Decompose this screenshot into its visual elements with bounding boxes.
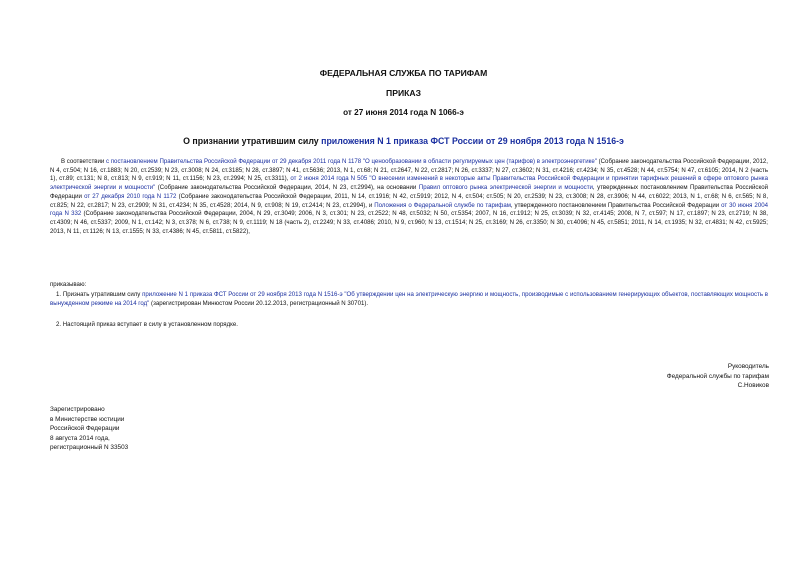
p1-link-2[interactable]: от 2 июня 2014 года N 505 "О внесении изменений в некоторые акты Правительства Российской Федерации и принятии тарифных решений в сфере оптового рынка электрической энергии и мощности" <box>50 175 768 192</box>
registration-line-4: 8 августа 2014 года, <box>50 434 110 442</box>
p1-text-7: (Собрание законодательства Российской Федерации, 2004, N 29, ст.3049; 2006, N 3, ст.301; N 23, ст.2522; N 48, ст.5032; N 50, ст.5354; 2007, N 16, ст.1912; N 25, ст.3039; N 32, ст.4145; 2008, N 7, ст.597; N 17, ст.1897; N 23, ст.2719; N 38, ст.4309; N 46, ст.5337; 2009, N 1, ст.142; N 3, ст.378; N 6, ст.738; N 9, ст.1119; N 18 (часть 2), ст.2249; N 33, ст.4086; 2010, N 9, ст.960; N 13, ст.1514; N 25, ст.3169; N 26, ст.3350; N 30, ст.4096; N 45, ст.5851; 2011, N 14, ст.1935; N 32, ст.4831; N 42, ст.5925; 2013, N 11, ст.1126; N 13, ст.1555; N 33, ст.4386; N 45, ст.5811, ст.5822), <box>50 210 768 235</box>
p3-text-1: 1. Признать утратившим силу <box>56 291 143 298</box>
p3-link-1[interactable]: приложение N 1 приказа ФСТ России от 29 ноября 2013 года N 1516-э "Об утверждении цен на электрическую энергию и мощность, производимые с использованием генерирующих объектов, поставляющих мощность в вынужденном режиме на 2014 год" <box>50 291 768 307</box>
p1-link-4[interactable]: от 27 декабря 2010 года N 1172 <box>84 192 177 200</box>
title-link[interactable]: приложения N 1 приказа ФСТ России от 29 ноября 2013 года N 1516-э <box>321 136 624 146</box>
p1-text-4: , утвержденных постановлением Правительства Российской Федерации <box>50 184 768 200</box>
p1-link-3[interactable]: Правил оптового рынка электрической энергии и мощности <box>418 184 593 192</box>
registration-line-3: Российской Федерации <box>50 425 120 432</box>
p1-text-1: В соответствии <box>61 158 106 165</box>
p1-text-3: (Собрание законодательства Российской Федерации, 2014, N 23, ст.2994), на основании <box>155 184 419 192</box>
paragraph-basis <box>50 158 768 236</box>
p1-link-1[interactable]: с постановлением Правительства Российской Федерации от 29 декабря 2011 года N 1178 "О ценообразовании в области регулируемых цен (тарифов) в электроэнергетике" <box>106 158 597 165</box>
signature-name: С.Новиков <box>737 382 769 389</box>
p3-text-2: (зарегистрирован Минюстом России 20.12.2013, регистрационный N 30701). <box>149 299 369 307</box>
date-number-heading: от 27 июня 2014 года N 1066-э <box>343 108 464 117</box>
p1-text-2: (Собрание законодательства Российской Федерации, 2012, N 4, ст.504; N 16, ст.1883; N 20, ст.2539; N 23, ст.3008; N 24, ст.3185; N 28, ст.3897; N 41, ст.5636; 2013, N 1, ст.68; N 21, ст.2647, N 22, ст.2817; N 26, ст.3337; N 27, ст.3602; N 31, ст.4216; ст.4234; N 35, ст.4528; N 44, ст.5754; N 47, ст.6105; 2014, N 2 (часть 1), ст.89; ст.131; N 8, ст.813; N 9, ст.919; N 11, ст.1156; N 23, ст.2994; N 25, ст.3311), <box>50 158 768 183</box>
document-title <box>0 136 807 146</box>
signature-organization: Федеральной службы по тарифам <box>666 372 769 380</box>
paragraph-order: приказываю: <box>50 281 87 288</box>
doc-type-heading: ПРИКАЗ <box>386 88 421 98</box>
signature-position: Руководитель <box>727 363 769 370</box>
p1-text-5: (Собрание законодательства Российской Федерации, 2011, N 14, ст.1916; N 42, ст.5919; 2012, N 4, ст.504; ст.505; N 20, ст.2539; N 23, ст.3008; N 28, ст.3906; N 44, ст.6022; 2013, N 1, ст.68; N 6, ст.565; N 8, ст.825; N 22, ст.2817; N 23, ст.2909; N 31, ст.4234; N 35, ст.4528; 2014, N 9, ст.908; N 19, ст.2414; N 23, ст.2994), и <box>50 192 769 209</box>
title-prefix: О признании утратившим силу <box>183 136 322 146</box>
signature-block <box>667 362 769 391</box>
registration-block <box>50 405 128 453</box>
paragraph-item-2: 2. Настоящий приказ вступает в силу в установленном порядке. <box>56 321 238 328</box>
registration-line-2: в Министерстве юстиции <box>50 415 125 423</box>
registration-line-1: Зарегистрировано <box>50 406 105 413</box>
paragraph-item-1 <box>50 291 768 308</box>
p1-text-6: , утвержденного постановлением Правительства Российской Федерации <box>510 201 722 209</box>
registration-line-5: регистрационный N 33503 <box>50 444 129 451</box>
p1-link-6[interactable]: от 30 июня 2004 года N 332 <box>50 201 768 218</box>
p1-link-5[interactable]: Положения о Федеральной службе по тарифам <box>374 201 511 209</box>
agency-heading: ФЕДЕРАЛЬНАЯ СЛУЖБА ПО ТАРИФАМ <box>319 68 488 78</box>
